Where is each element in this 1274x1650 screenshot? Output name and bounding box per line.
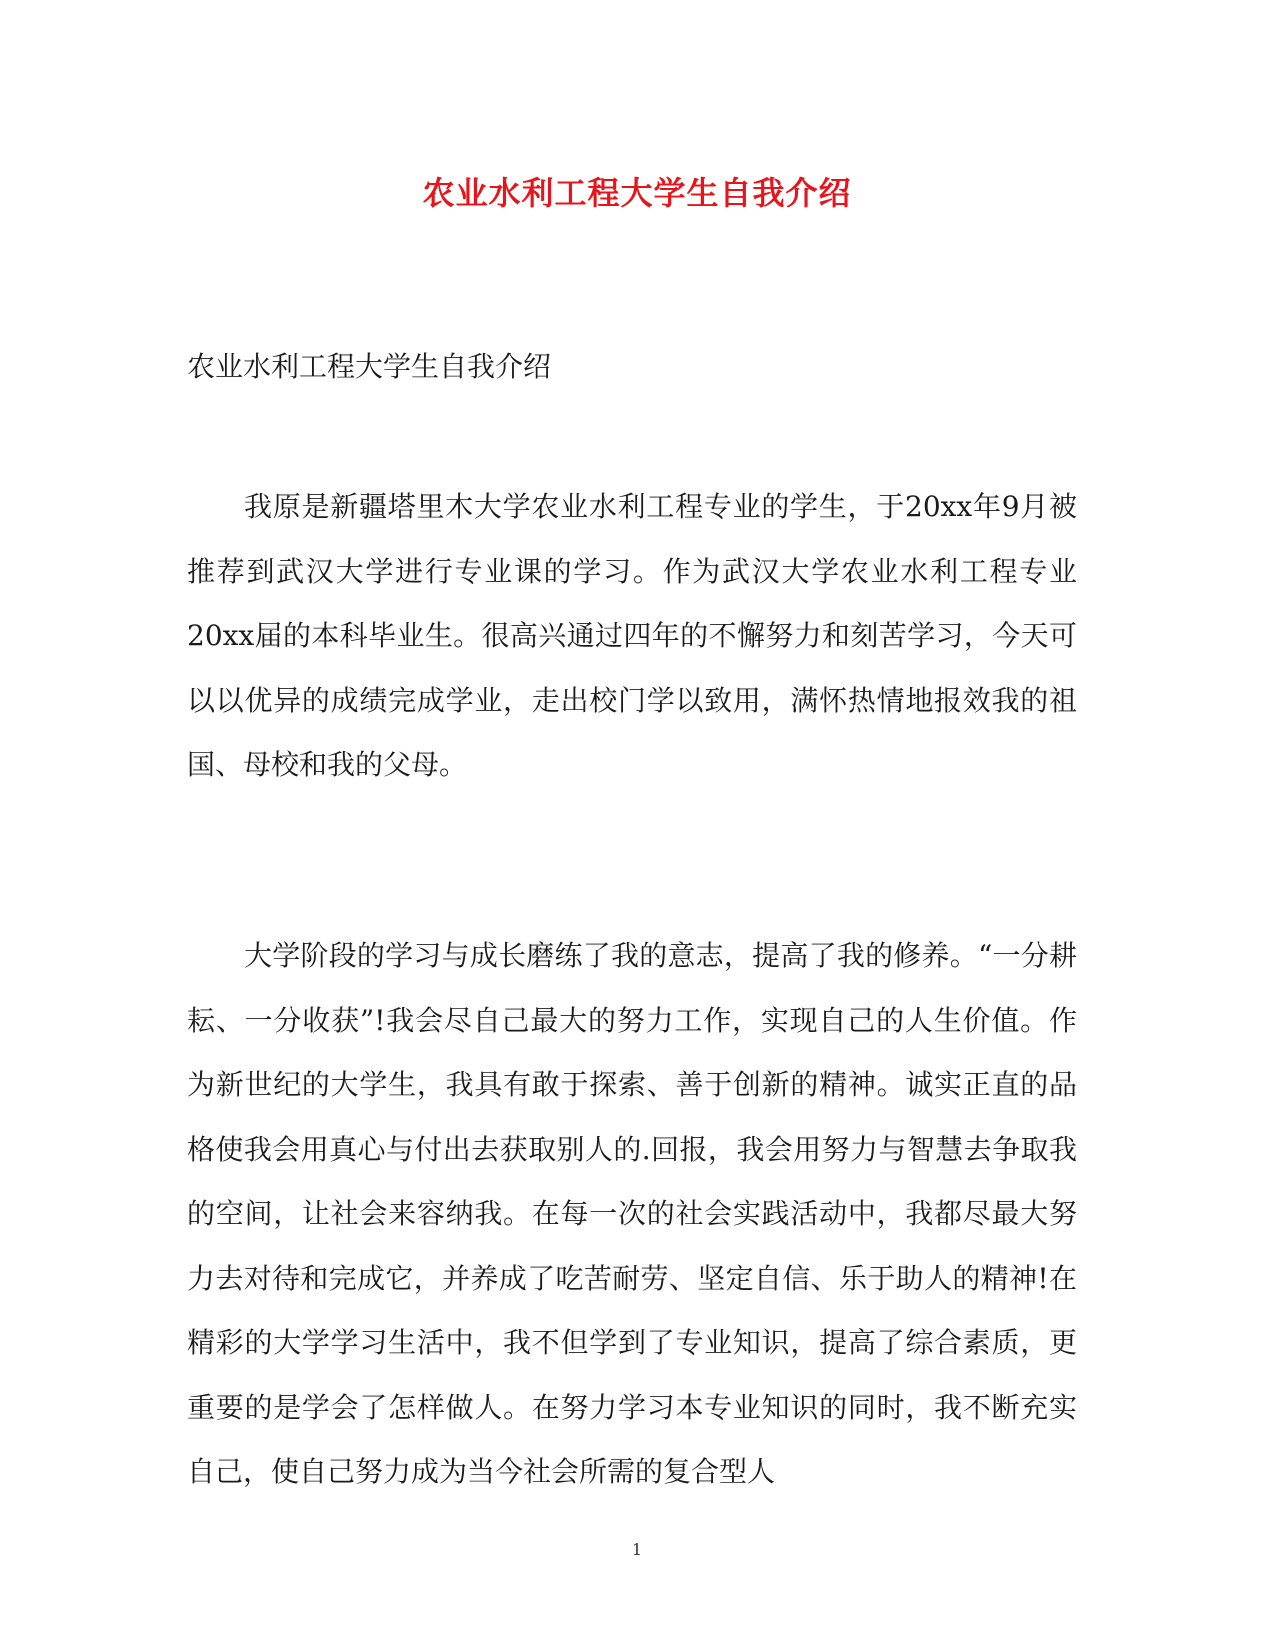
document-subheading: 农业水利工程大学生自我介绍 (187, 350, 552, 383)
document-title: 农业水利工程大学生自我介绍 (422, 174, 852, 212)
paragraph-growth: 大学阶段的学习与成长磨练了我的意志，提高了我的修养。“一分耕耘、一分收获”!我会尽自己最大的努力工作，实现自己的人生价值。作为新世纪的大学生，我具有敢于探索、善于创新的精神。诚实正直的品格使我会用真心与付出去获取别人的.回报，我会用努力与智慧去争取我的空间，让社会来容纳我。在每一次的社会实践活动中，我都尽最大努力去对待和完成它，并养成了吃苦耐劳、坚定自信、乐于助人的精神!在精彩的大学学习生活中，我不但学到了专业知识，提高了综合素质，更重要的是学会了怎样做人。在努力学习本专业知识的同时，我不断充实自己，使自己努力成为当今社会所需的复合型人 (187, 939, 1077, 1488)
paragraph-intro: 我原是新疆塔里木大学农业水利工程专业的学生，于20xx年9月被推荐到武汉大学进行专业课的学习。作为武汉大学农业水利工程专业20xx届的本科毕业生。很高兴通过四年的不懈努力和刻苦学习，今天可以以优异的成绩完成学业，走出校门学以致用，满怀热情地报效我的祖国、母校和我的父母。 (187, 490, 1077, 781)
page-number: 1 (631, 1540, 643, 1559)
